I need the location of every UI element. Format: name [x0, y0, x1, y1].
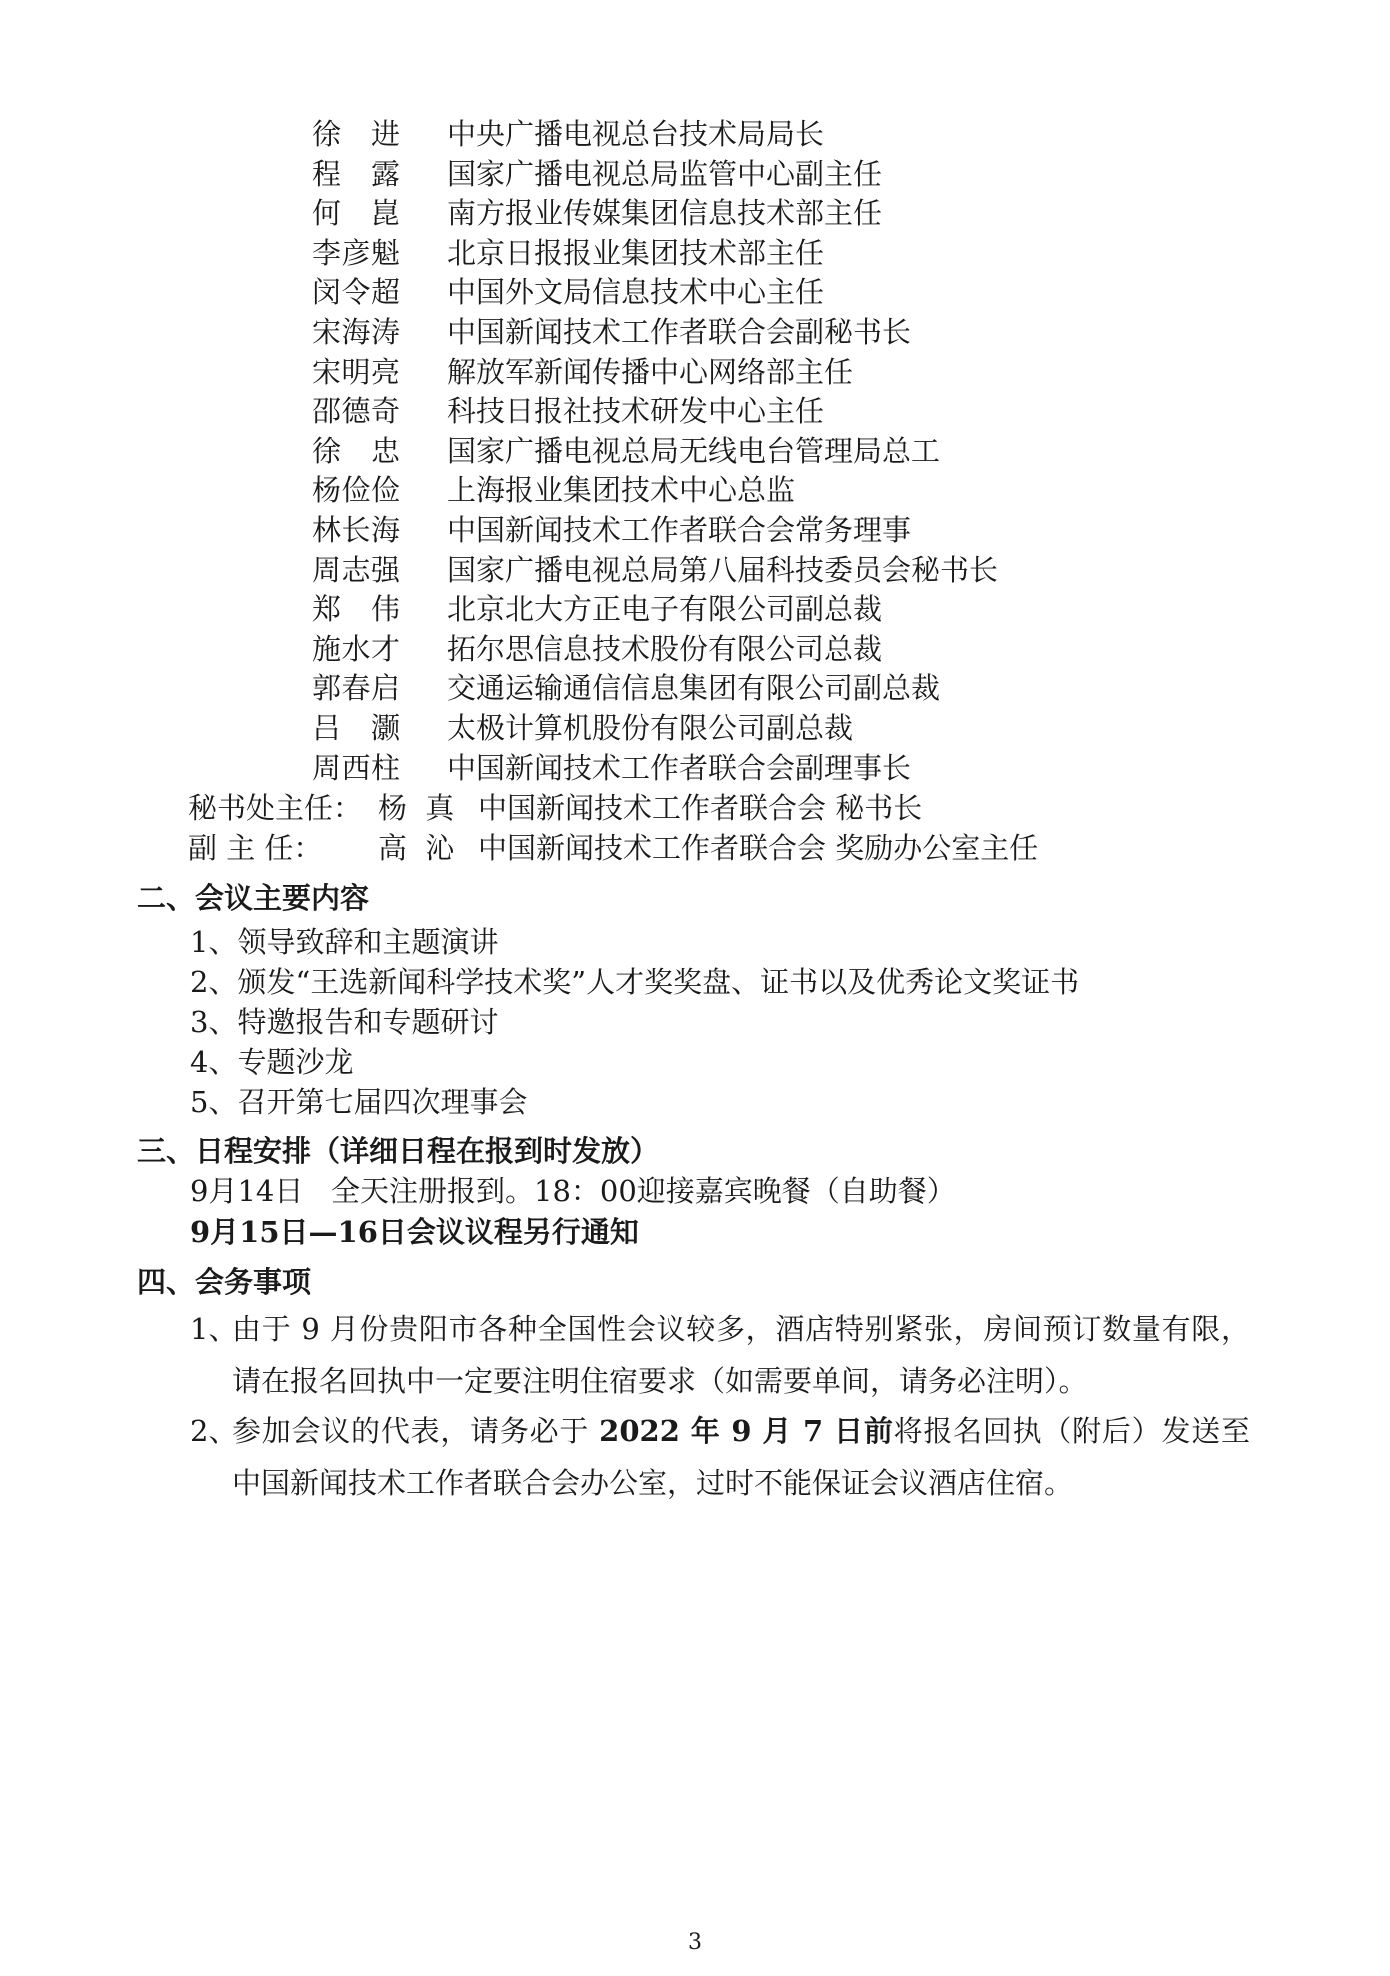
affairs-item-text-pre: 参加会议的代表，请务必于	[232, 1414, 600, 1448]
page-number: 3	[688, 1930, 702, 1955]
member-title: 科技日报社技术研发中心主任	[447, 394, 825, 429]
member-name: 吕灏	[312, 711, 400, 745]
member-title: 北京日报报业集团技术部主任	[447, 235, 825, 270]
secretariat-deputy-label: 副 主 任：	[188, 831, 323, 865]
section-heading-conference-affairs: 四、会务事项	[137, 1265, 312, 1299]
secretariat-director-name: 杨 真	[378, 791, 455, 825]
member-title: 北京北大方正电子有限公司副总裁	[447, 592, 883, 627]
affairs-item-text	[190, 1405, 1250, 1509]
member-title: 国家广播电视总局第八届科技委员会秘书长	[447, 552, 999, 587]
member-name: 徐忠	[312, 433, 400, 468]
member-name: 郑伟	[312, 592, 400, 627]
section-heading-meeting-content: 二、会议主要内容	[137, 881, 370, 915]
member-name: 徐进	[312, 117, 400, 151]
secretariat-deputy-title: 中国新闻技术工作者联合会 奖励办公室主任	[478, 831, 1039, 865]
affairs-item-text: 由于 9 月份贵阳市各种全国性会议较多，酒店特别紧张，房间预订数量有限，请在报名回执中一定要注明住宿要求（如需要单间，请务必注明）。	[232, 1312, 1250, 1398]
member-name: 宋明亮	[312, 354, 400, 389]
member-title: 太极计算机股份有限公司副总裁	[447, 711, 854, 745]
meeting-content-item: 3、特邀报告和专题研讨	[190, 1005, 499, 1039]
member-title: 拓尔思信息技术股份有限公司总裁	[447, 631, 883, 666]
member-name: 何崑	[312, 196, 400, 231]
member-name: 林长海	[312, 513, 400, 547]
member-name: 宋海涛	[312, 315, 400, 349]
member-name: 施水才	[312, 631, 400, 666]
schedule-line-registration: 9月14日 全天注册报到。18：00迎接嘉宾晚餐（自助餐）	[190, 1174, 956, 1208]
affairs-item-number: 1、	[190, 1312, 238, 1346]
member-title: 中国新闻技术工作者联合会副理事长	[447, 750, 912, 785]
member-name: 程露	[312, 156, 400, 191]
member-title: 中央广播电视总台技术局局长	[447, 117, 825, 151]
member-title: 中国新闻技术工作者联合会常务理事	[447, 513, 912, 547]
meeting-content-item: 4、专题沙龙	[190, 1045, 354, 1079]
member-title: 上海报业集团技术中心总监	[447, 473, 796, 508]
member-name: 闵令超	[312, 275, 400, 310]
affairs-item-1	[190, 1303, 1250, 1407]
section-heading-schedule: 三、日程安排（详细日程在报到时发放）	[137, 1134, 660, 1168]
meeting-content-item: 5、召开第七届四次理事会	[190, 1085, 528, 1119]
member-name: 邵德奇	[312, 394, 400, 429]
member-title: 南方报业传媒集团信息技术部主任	[447, 196, 883, 231]
registration-deadline: 2022 年 9 月 7 日前	[599, 1414, 894, 1448]
secretariat-deputy-name: 高 沁	[378, 831, 455, 865]
member-name: 郭春启	[312, 671, 400, 706]
member-title: 中国外文局信息技术中心主任	[447, 275, 825, 310]
member-title: 国家广播电视总局监管中心副主任	[447, 156, 883, 191]
member-name: 周西柱	[312, 750, 400, 785]
member-name: 李彦魁	[312, 235, 400, 270]
member-title: 交通运输通信信息集团有限公司副总裁	[447, 671, 941, 706]
secretariat-director-title: 中国新闻技术工作者联合会 秘书长	[478, 791, 923, 825]
member-title: 国家广播电视总局无线电台管理局总工	[447, 433, 941, 468]
member-name: 周志强	[312, 552, 400, 587]
meeting-content-item: 1、领导致辞和主题演讲	[190, 925, 499, 959]
secretariat-director-label: 秘书处主任：	[188, 791, 363, 825]
meeting-content-item: 2、颁发“王选新闻科学技术奖”人才奖奖盘、证书以及优秀论文奖证书	[190, 965, 1080, 999]
member-title: 解放军新闻传播中心网络部主任	[447, 354, 854, 389]
member-title: 中国新闻技术工作者联合会副秘书长	[447, 315, 912, 349]
affairs-item-text-post: 将报名回执（附后）发送至中国新闻技术工作者联合会办公室，过时不能保证会议酒店住宿。	[232, 1414, 1250, 1500]
affairs-item-2	[190, 1405, 1250, 1509]
affairs-item-number: 2、	[190, 1414, 238, 1448]
member-name: 杨俭俭	[312, 473, 400, 508]
schedule-line-agenda: 9月15日—16日会议议程另行通知	[190, 1215, 639, 1249]
